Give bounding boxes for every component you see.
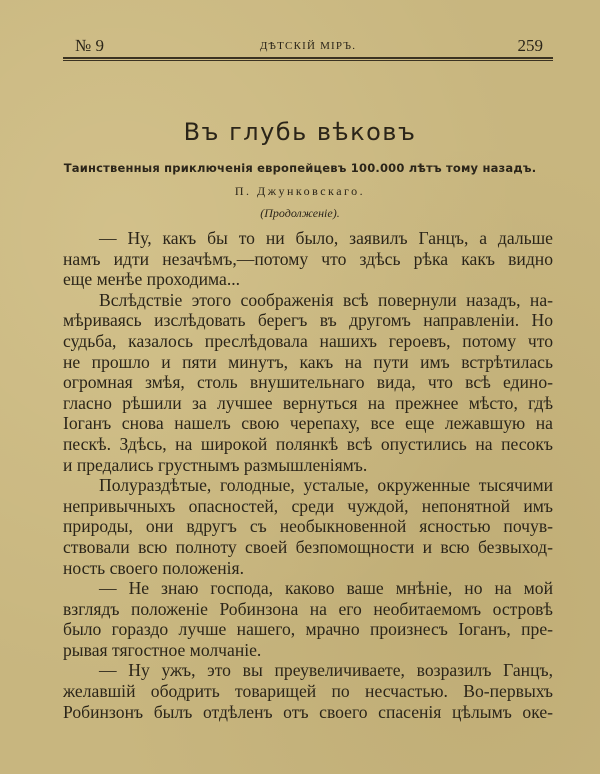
text-line: желавшій ободрить товарищей по несчастью. Во-первыхъ [63,681,553,702]
text-line: — Ну, какъ бы то ни было, заявилъ Ганцъ, а дальше [99,228,553,248]
text-line: Робинзонъ былъ отдѣленъ отъ своего спасенія цѣлымъ оке- [63,701,553,722]
issue-number: № 9 [75,36,104,55]
text-line: мѣриваясь изслѣдовать берегъ въ другомъ направленіи. Но [63,310,553,331]
article-title: Въ глубь вѣковъ [183,118,417,146]
text-line: — Не знаю господа, каково ваше мнѣніе, но на мой [99,578,553,599]
text-line: — Ну ужъ, это вы преувеличиваете, возразилъ Ганцъ, [99,660,553,681]
text-line: еще менѣе проходима... [63,269,241,290]
text-line: рывая тягостное молчаніе. [63,639,262,660]
article-author: П. Джунковскаго. [234,184,366,198]
text-line: ность своего положенія. [63,557,245,578]
text-line: и предались грустнымъ размышленіямъ. [63,454,368,475]
text-line: было гораздо лучше нашего, мрачно произнесъ Іоганъ, пре- [63,619,553,640]
text-line: не прошло и пяти минутъ, какъ на пути имъ встрѣтилась [63,351,553,372]
continuation-note: (Продолженіе). [260,206,340,220]
header-double-rule [63,57,553,61]
text-line: непривычныхъ опасностей, среди чуждой, непонятной имъ [63,495,553,516]
running-header [63,36,553,58]
text-line: Іоганъ снова нашелъ свою черепаху, все еще лежавшую на [63,413,553,434]
text-line: намъ идти незачѣмъ,—потому что здѣсь рѣка какъ видно [63,248,553,269]
article-body [63,228,553,722]
text-line: Вслѣдствіе этого соображенія всѣ повернули назадъ, на- [99,289,553,310]
journal-title: ДѢТСКІЙ МІРЪ. [259,40,357,52]
text-line: судьба, казалось преслѣдовала нашихъ героевъ, потому что [63,330,553,351]
text-line: Полураздѣтые, голодные, усталые, окруженные тысячими [99,475,553,496]
page-number: 259 [517,36,543,55]
text-line: огромная змѣя, столь внушительнаго вида, что всѣ едино- [63,372,553,393]
text-line: пескѣ. Здѣсь, на широкой полянкѣ всѣ опустились на песокъ [63,433,553,454]
text-line: взглядъ положеніе Робинзона на его необитаемомъ островѣ [63,598,553,619]
text-line: гласно рѣшили за лучшее вернуться на прежнее мѣсто, гдѣ [63,392,553,413]
text-line: ствовали всю полноту своей безпомощности и всю безвыход- [63,536,553,557]
article-subtitle: Таинственныя приключенія европейцевъ 100.000 лѣтъ тому назадъ. [63,161,537,175]
text-line: природы, они вдругъ съ необыкновенной ясностью почув- [63,516,553,537]
